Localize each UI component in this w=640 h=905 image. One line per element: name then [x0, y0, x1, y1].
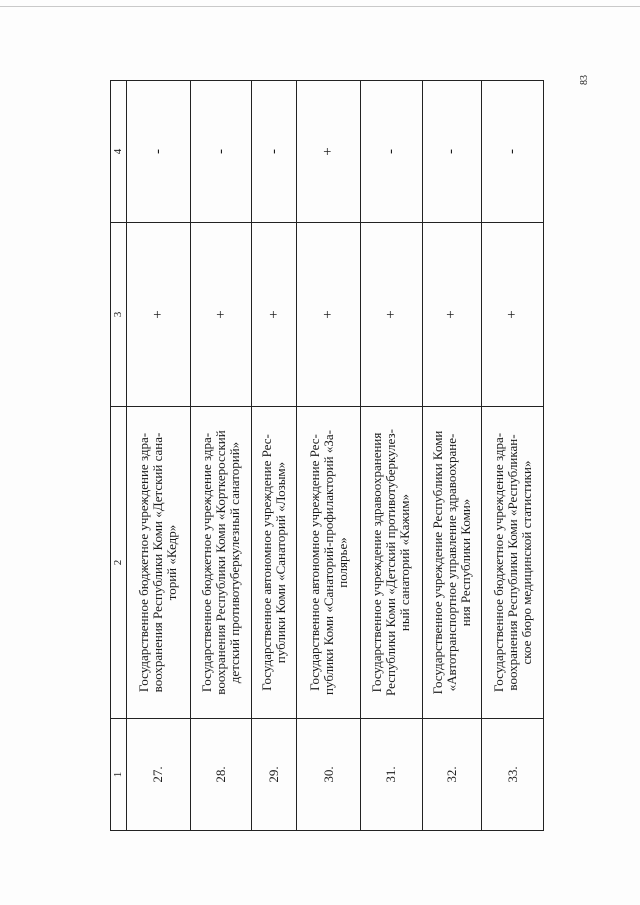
- institution-name: [126, 407, 190, 719]
- name-line: полярье»: [334, 537, 350, 588]
- name-line: воохранения Республики Коми «Детский сана-: [150, 432, 166, 693]
- row-number: 27.: [126, 719, 190, 831]
- row-number: 32.: [422, 719, 482, 831]
- institution-name: [252, 407, 297, 719]
- column-4-mark: -: [360, 81, 422, 223]
- institution-name: [360, 407, 422, 719]
- table-row: [360, 81, 422, 831]
- column-4-mark: +: [297, 81, 361, 223]
- name-line: Государственное бюджетное учреждение здра-: [490, 432, 506, 693]
- table-row: [482, 81, 544, 831]
- name-line: торий «Кедр»: [164, 524, 180, 601]
- rotated-table-container: [110, 81, 544, 831]
- column-header-4: 4: [111, 81, 127, 223]
- name-line: Государственное автономное учреждение Рес-: [306, 434, 322, 691]
- column-3-mark: +: [190, 223, 252, 407]
- column-4-mark: -: [482, 81, 544, 223]
- column-3-mark: +: [360, 223, 422, 407]
- row-number: 30.: [297, 719, 361, 831]
- table-row: [422, 81, 482, 831]
- column-header-3: 3: [111, 223, 127, 407]
- table-row: [297, 81, 361, 831]
- column-4-mark: -: [190, 81, 252, 223]
- name-line: ния Республики Коми»: [457, 498, 473, 627]
- institution-name: [482, 407, 544, 719]
- row-number: 31.: [360, 719, 422, 831]
- institution-name: [297, 407, 361, 719]
- institutions-table: [110, 80, 544, 831]
- column-4-mark: -: [126, 81, 190, 223]
- name-line: Государственное автономное учреждение Рес-: [259, 434, 275, 691]
- table-row: [126, 81, 190, 831]
- name-line: ское бюро медицинской статистики»: [518, 460, 534, 665]
- name-line: Государственное бюджетное учреждение здра-: [136, 432, 152, 693]
- column-3-mark: +: [422, 223, 482, 407]
- name-line: воохранения Республики Коми «Республикан-: [504, 434, 520, 691]
- name-line: Государственное учреждение здравоохранения: [369, 432, 385, 693]
- name-line: воохранения Республики Коми «Корткеросский: [213, 430, 229, 695]
- row-number: 29.: [252, 719, 297, 831]
- institution-name: [190, 407, 252, 719]
- page-number: 83: [579, 75, 590, 85]
- column-4-mark: -: [252, 81, 297, 223]
- scan-edge-line: [0, 6, 640, 7]
- name-line: Республики Коми «Детский противотуберкулез-: [383, 429, 399, 696]
- column-3-mark: +: [252, 223, 297, 407]
- column-4-mark: -: [422, 81, 482, 223]
- name-line: публики Коми «Санаторий «Лозым»: [273, 461, 289, 664]
- name-line: Государственное учреждение Республики Коми: [429, 430, 445, 695]
- table-header-row: [111, 81, 127, 831]
- column-header-1: 1: [111, 719, 127, 831]
- column-3-mark: +: [297, 223, 361, 407]
- name-line: детский противотуберкулезный санаторий»: [227, 441, 243, 684]
- institution-name: [422, 407, 482, 719]
- column-3-mark: +: [482, 223, 544, 407]
- name-line: «Автотранспортное управление здравоохране-: [443, 433, 459, 692]
- name-line: Государственное бюджетное учреждение здра-: [199, 432, 215, 693]
- name-line: публики Коми «Санаторий-профилакторий «За-: [320, 430, 336, 695]
- column-header-2: 2: [111, 407, 127, 719]
- row-number: 33.: [482, 719, 544, 831]
- column-3-mark: +: [126, 223, 190, 407]
- row-number: 28.: [190, 719, 252, 831]
- table-row: [252, 81, 297, 831]
- name-line: ный санаторий «Кажим»: [397, 493, 413, 632]
- table-row: [190, 81, 252, 831]
